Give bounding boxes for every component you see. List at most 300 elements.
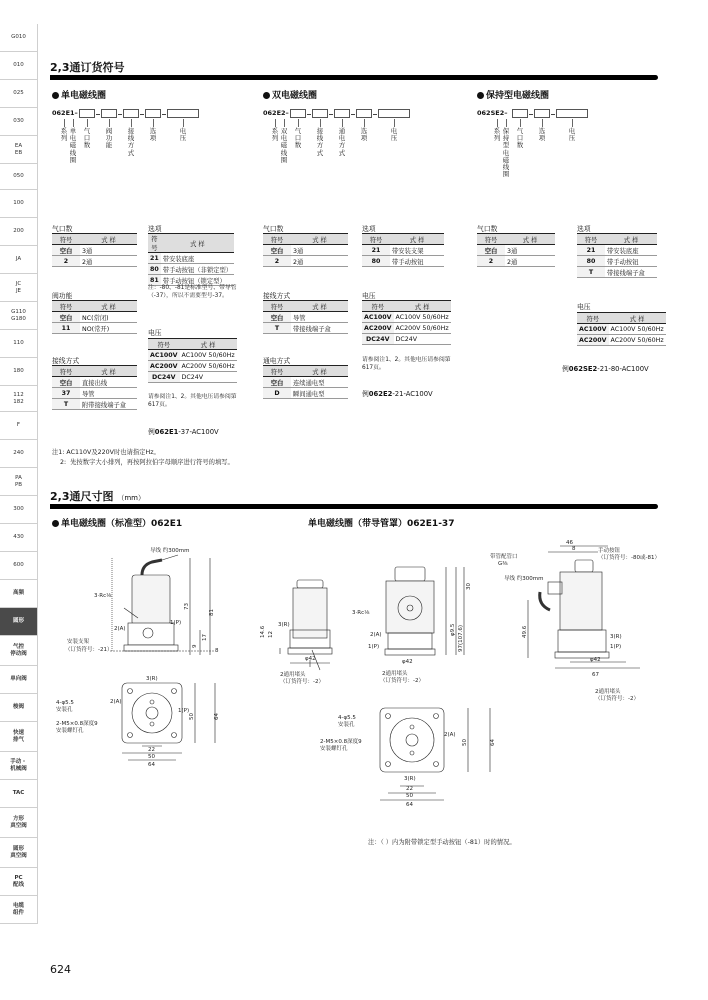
cell-spec: AC200V 50/60Hz: [395, 324, 449, 332]
svg-text:50: 50: [462, 739, 468, 746]
code-label: 接线方式: [127, 127, 135, 157]
cell-spec: 2通: [291, 256, 348, 267]
holding-voltage-table: [577, 312, 666, 346]
sidebar-tab-29[interactable]: 圆形 真空阀: [0, 838, 38, 868]
double-ports-table: [263, 233, 348, 267]
cell-spec: NO(常开): [80, 323, 137, 334]
code-label: 双电磁线圈: [280, 127, 288, 164]
code-tick: [320, 119, 321, 127]
holding-ports-table: [477, 233, 555, 267]
cell-code: 空白: [52, 312, 80, 323]
sidebar-index: [0, 24, 38, 924]
double-options-title: 选项: [362, 225, 376, 233]
svg-text:2通用堵头: 2通用堵头: [280, 672, 306, 678]
cell-spec: 带手动按钮（锁定型）: [161, 275, 234, 286]
table-row: [148, 372, 237, 383]
svg-text:（订货符号：-2）: （订货符号：-2）: [380, 678, 424, 684]
code-box: [356, 109, 372, 118]
code-tick: [131, 119, 132, 127]
cell-code: AC100V: [579, 325, 607, 333]
dim-standard-heading: 单电磁线圈（标准型）062E1: [52, 516, 182, 529]
code-label: 选项: [360, 127, 368, 143]
svg-text:1(P): 1(P): [368, 644, 380, 650]
bullet-icon: [477, 92, 484, 99]
header-spec: 式 样: [291, 234, 348, 245]
table-row: [52, 377, 137, 388]
table-row: [477, 256, 555, 267]
cell-spec: NC(常闭): [80, 312, 137, 323]
cell-spec: AC200V 50/60Hz: [610, 336, 664, 344]
table-row: [263, 245, 348, 256]
sidebar-tab-19[interactable]: 600: [0, 552, 38, 580]
svg-text:97(107.6): 97(107.6): [458, 624, 464, 652]
header-spec: 式 样: [180, 339, 237, 350]
svg-text:安装孔: 安装孔: [56, 707, 73, 713]
header-spec: 式 样: [80, 234, 137, 245]
double-ports-title: 气口数: [263, 225, 284, 233]
sidebar-tab-7[interactable]: 200: [0, 218, 38, 246]
header-code: 符号: [362, 301, 394, 312]
code-dash: [529, 114, 533, 115]
single-wiring-table: [52, 365, 137, 410]
bullet-icon: [263, 92, 270, 99]
svg-text:30: 30: [466, 583, 472, 590]
code-box: [101, 109, 117, 118]
code-dash: [118, 114, 122, 115]
table-row: [577, 335, 666, 346]
table-row: [362, 245, 444, 256]
code-tick: [298, 119, 299, 127]
conduit-37-base-view: [380, 708, 490, 800]
sidebar-tab-15[interactable]: 240: [0, 440, 38, 468]
svg-text:（订货符号：-2）: （订货符号：-2）: [280, 679, 324, 685]
code-box: [334, 109, 350, 118]
single-function-title: 阀功能: [52, 292, 73, 300]
header-spec: 式 样: [161, 234, 234, 253]
holding-ports-title: 气口数: [477, 225, 498, 233]
cell-code: 2: [263, 256, 291, 267]
svg-text:49.6: 49.6: [522, 625, 528, 638]
sidebar-tab-2[interactable]: 025: [0, 80, 38, 108]
cell-spec: 带安装底座: [605, 245, 657, 256]
svg-text:8: 8: [215, 648, 219, 654]
sidebar-tab-31[interactable]: 电缆 组件: [0, 896, 38, 924]
single-options-note: 注：-80、-81是标准型号、带导管（-37），所以不需要型号-37。: [148, 285, 237, 299]
code-label: 选项: [149, 127, 157, 143]
table-row: [577, 267, 657, 278]
double-voltage-title: 电压: [362, 292, 376, 300]
double-energizing-title: 通电方式: [263, 357, 291, 365]
svg-text:G⅜: G⅜: [498, 561, 508, 567]
sidebar-tab-21[interactable]: 圆形: [0, 608, 38, 636]
sidebar-tab-6[interactable]: 100: [0, 190, 38, 218]
sidebar-tab-22[interactable]: 气控 停动阀: [0, 636, 38, 666]
std-side-view: [110, 555, 214, 655]
cell-spec: 2通: [505, 256, 555, 267]
header-spec: 式 样: [394, 301, 451, 312]
table-row: [263, 388, 348, 399]
svg-text:17: 17: [202, 634, 208, 641]
table-row: [263, 256, 348, 267]
section-rule: [50, 75, 658, 80]
table-header: [263, 234, 348, 245]
header-code: 符号: [52, 234, 80, 245]
cell-code: T: [52, 399, 80, 410]
table-row: [148, 361, 237, 372]
holding-order-code: 062SE2–: [477, 109, 508, 117]
header-spec: 式 样: [390, 234, 444, 245]
svg-text:64: 64: [148, 762, 155, 768]
svg-text:46: 46: [566, 540, 573, 546]
svg-text:3·Rc⅛: 3·Rc⅛: [352, 610, 370, 616]
svg-text:9: 9: [192, 644, 198, 648]
svg-text:64: 64: [490, 739, 496, 746]
cell-code: 80: [150, 265, 159, 273]
cell-spec: 带接线端子盒: [605, 267, 657, 278]
code-box: [79, 109, 95, 118]
single-ports-title: 气口数: [52, 225, 73, 233]
svg-text:3(R): 3(R): [610, 634, 622, 640]
cell-code: 空白: [263, 245, 291, 256]
svg-text:安装孔: 安装孔: [338, 722, 355, 728]
double-energizing-table: [263, 365, 348, 399]
svg-text:4-φ5.5: 4-φ5.5: [338, 715, 356, 721]
sidebar-tab-26[interactable]: 手动・ 机械阀: [0, 752, 38, 780]
std-base-view: [122, 683, 215, 760]
order-note-2: 2: 先按数字大小排列，再按阿拉伯字母顺序进行符号的填写。: [52, 459, 234, 466]
header-code: 符号: [148, 339, 180, 350]
table-row: [148, 350, 237, 361]
svg-text:73: 73: [184, 603, 190, 610]
code-label: 气口数: [83, 127, 91, 150]
code-box: [556, 109, 588, 118]
sidebar-tab-9[interactable]: JC JE: [0, 274, 38, 302]
svg-text:50: 50: [406, 793, 413, 799]
code-tick: [542, 119, 543, 127]
header-spec: 式 样: [80, 366, 137, 377]
cell-spec: 3通: [80, 245, 137, 256]
holding-options-title: 选项: [577, 225, 591, 233]
svg-text:3·Rc⅛: 3·Rc⅛: [94, 593, 112, 599]
conduit-37-side-view: [528, 546, 640, 668]
cell-code: D: [263, 388, 291, 399]
header-code: 符号: [52, 366, 80, 377]
conduit-37-front-view: [385, 567, 464, 655]
cell-code: 21: [362, 245, 390, 256]
table-row: [263, 377, 348, 388]
code-dash: [162, 114, 166, 115]
table-header: [577, 234, 657, 245]
double-solenoid-heading: 双电磁线圈: [263, 88, 317, 101]
table-header: [52, 234, 137, 245]
table-row: [52, 399, 137, 410]
svg-text:1(P): 1(P): [178, 708, 190, 714]
cell-code: 2: [52, 256, 80, 267]
section-title-dimensions: 2,3通尺寸图 （mm）: [50, 490, 145, 503]
table-header: [52, 301, 137, 312]
cell-code: 21: [577, 245, 605, 256]
cell-code: AC100V: [364, 313, 392, 321]
table-row: [577, 245, 657, 256]
table-row: [148, 264, 234, 275]
cell-spec: AC100V 50/60Hz: [610, 325, 664, 333]
cell-code: AC200V: [150, 362, 178, 370]
cell-code: T: [263, 323, 291, 334]
single-solenoid-heading: 单电磁线圈: [52, 88, 106, 101]
header-spec: 式 样: [80, 301, 137, 312]
code-label: 气口数: [516, 127, 524, 150]
sidebar-tab-10[interactable]: G110 G180: [0, 302, 38, 330]
code-box: [167, 109, 199, 118]
table-header: [362, 234, 444, 245]
svg-text:φ9.5: φ9.5: [450, 623, 456, 636]
header-spec: 式 样: [291, 301, 348, 312]
svg-text:14.6: 14.6: [260, 625, 266, 638]
sidebar-tab-23[interactable]: 单向阀: [0, 666, 38, 694]
svg-text:2(A): 2(A): [370, 632, 382, 638]
code-box: [512, 109, 528, 118]
sidebar-tab-12[interactable]: 180: [0, 358, 38, 386]
table-row: [362, 334, 451, 345]
header-spec: 式 样: [605, 234, 657, 245]
code-dash: [329, 114, 333, 115]
table-row: [362, 256, 444, 267]
table-header: [52, 366, 137, 377]
cell-code: 80: [577, 256, 605, 267]
code-label: 单电磁线圈: [69, 127, 77, 164]
svg-text:1(P): 1(P): [610, 644, 622, 650]
cell-code: 21: [150, 254, 159, 262]
cell-spec: DC24V: [180, 372, 237, 383]
sidebar-tab-5[interactable]: 050: [0, 164, 38, 190]
table-row: [477, 245, 555, 256]
code-tick: [497, 119, 498, 127]
cell-code: 空白: [263, 377, 291, 388]
code-tick: [572, 119, 573, 127]
svg-text:φ42: φ42: [402, 659, 413, 665]
code-tick: [153, 119, 154, 127]
code-tick: [73, 119, 74, 127]
svg-text:安装螺钉孔: 安装螺钉孔: [320, 746, 348, 752]
cell-spec: 带手动按钮: [390, 256, 444, 267]
svg-text:2通用堵头: 2通用堵头: [382, 671, 408, 677]
table-row: [52, 312, 137, 323]
table-row: [52, 256, 137, 267]
table-row: [52, 323, 137, 334]
code-box: [312, 109, 328, 118]
code-label: 系列: [60, 127, 68, 143]
single-options-title: 选项: [148, 225, 162, 233]
svg-text:2-M5×0.8深度9: 2-M5×0.8深度9: [56, 721, 98, 727]
sidebar-tab-16[interactable]: PA PB: [0, 468, 38, 496]
code-box: [123, 109, 139, 118]
svg-text:2(A): 2(A): [444, 732, 456, 738]
sidebar-tab-28[interactable]: 方形 真空阀: [0, 808, 38, 838]
code-label: 电压: [390, 127, 398, 143]
sidebar-tab-24[interactable]: 梭阀: [0, 694, 38, 722]
cell-spec: 导管: [80, 388, 137, 399]
table-row: [52, 388, 137, 399]
header-code: 符号: [263, 301, 291, 312]
holding-options-table: [577, 233, 657, 278]
cell-spec: 瞬间通电型: [291, 388, 348, 399]
svg-text:带管配管口: 带管配管口: [490, 554, 518, 560]
section-title-order-code: 2,3通订货符号: [50, 61, 125, 74]
sidebar-tab-18[interactable]: 430: [0, 524, 38, 552]
cell-code: DC24V: [362, 334, 394, 345]
single-voltage-note: 请参阅注1、2。其他电压请参阅第617页。: [148, 394, 237, 408]
code-tick: [364, 119, 365, 127]
table-header: [477, 234, 555, 245]
svg-text:64: 64: [214, 713, 220, 720]
code-label: 保持型电磁线圈: [502, 127, 510, 179]
cell-code: AC100V: [150, 351, 178, 359]
svg-text:4-φ5.5: 4-φ5.5: [56, 700, 74, 706]
cell-code: 81: [150, 276, 159, 284]
header-code: 符号: [362, 234, 390, 245]
cell-spec: 连续通电型: [291, 377, 348, 388]
cell-code: 空白: [52, 377, 80, 388]
cell-spec: 3通: [505, 245, 555, 256]
cell-spec: 附带接线端子盒: [80, 399, 137, 410]
table-row: [577, 324, 666, 335]
svg-text:2通用堵头: 2通用堵头: [595, 689, 621, 695]
svg-text:φ42: φ42: [590, 657, 601, 663]
sidebar-tab-4[interactable]: EA EB: [0, 136, 38, 164]
svg-text:3(R): 3(R): [278, 622, 290, 628]
sidebar-tab-8[interactable]: JA: [0, 246, 38, 274]
single-ports-table: [52, 233, 137, 267]
sidebar-tab-14[interactable]: F: [0, 412, 38, 440]
code-box: [290, 109, 306, 118]
code-tick: [342, 119, 343, 127]
code-tick: [520, 119, 521, 127]
code-label: 接线方式: [316, 127, 324, 157]
holding-solenoid-heading: 保持型电磁线圈: [477, 88, 549, 101]
svg-text:50: 50: [189, 713, 195, 720]
double-example: 例062E2-21-AC100V: [362, 390, 433, 398]
bullet-icon: [52, 520, 59, 527]
code-label: 电压: [568, 127, 576, 143]
svg-text:φ42: φ42: [305, 656, 316, 662]
order-note-1: 注1: AC110V及220V时也请指定Hz。: [52, 449, 160, 456]
code-label: 选项: [538, 127, 546, 143]
dim-conduit-heading: 单电磁线圈（带导管罩）062E1-37: [308, 519, 455, 529]
cell-code: AC200V: [579, 336, 607, 344]
svg-text:67: 67: [592, 672, 599, 678]
double-voltage-note: 请参阅注1、2。其他电压请参阅第617页。: [362, 357, 451, 371]
cell-code: T: [577, 267, 605, 278]
header-spec: 式 样: [609, 313, 666, 324]
table-row: [577, 256, 657, 267]
svg-text:3(R): 3(R): [146, 676, 158, 682]
table-row: [148, 253, 234, 264]
code-dash: [373, 114, 377, 115]
header-spec: 式 样: [291, 366, 348, 377]
code-tick: [109, 119, 110, 127]
header-code: 符号: [577, 234, 605, 245]
svg-text:导线 约300mm: 导线 约300mm: [150, 548, 190, 554]
sidebar-tab-25[interactable]: 快速 排气: [0, 722, 38, 752]
single-options-table: [148, 233, 234, 286]
header-code: 符号: [577, 313, 609, 324]
table-header: [263, 301, 348, 312]
sidebar-tab-11[interactable]: 110: [0, 330, 38, 358]
table-row: [52, 245, 137, 256]
sidebar-tab-3[interactable]: 030: [0, 108, 38, 136]
svg-text:（订货符号：-80或-81）: （订货符号：-80或-81）: [598, 555, 660, 561]
sidebar-tab-13[interactable]: 112 182: [0, 386, 38, 412]
single-order-code: 062E1–: [52, 109, 78, 117]
svg-text:2(A): 2(A): [110, 699, 122, 705]
table-row: [362, 312, 451, 323]
cell-spec: 直接出线: [80, 377, 137, 388]
code-tick: [394, 119, 395, 127]
single-function-table: [52, 300, 137, 334]
single-wiring-title: 接线方式: [52, 357, 80, 365]
cell-code: 80: [362, 256, 390, 267]
cell-code: 空白: [263, 312, 291, 323]
single-example: 例062E1-37-AC100V: [148, 428, 219, 436]
holding-example: 例062SE2-21-80-AC100V: [562, 365, 649, 373]
cell-code: AC200V: [364, 324, 392, 332]
single-voltage-table: [148, 338, 237, 383]
sidebar-tab-30[interactable]: PC 配线: [0, 868, 38, 896]
code-dash: [96, 114, 100, 115]
double-wiring-table: [263, 300, 348, 334]
sidebar-tab-27[interactable]: TAC: [0, 780, 38, 808]
code-dash: [140, 114, 144, 115]
header-code: 符号: [477, 234, 505, 245]
cell-spec: AC100V 50/60Hz: [181, 351, 235, 359]
code-dash: [307, 114, 311, 115]
svg-text:2-M5×0.8深度9: 2-M5×0.8深度9: [320, 739, 362, 745]
code-tick: [87, 119, 88, 127]
svg-text:81: 81: [209, 609, 215, 616]
cell-spec: 带接线端子盒: [291, 323, 348, 334]
cell-code: 11: [52, 323, 80, 334]
sidebar-tab-0[interactable]: G010: [0, 24, 38, 52]
svg-text:22: 22: [148, 747, 155, 753]
cell-code: 2: [477, 256, 505, 267]
sidebar-tab-20[interactable]: 高频: [0, 580, 38, 608]
code-tick: [183, 119, 184, 127]
header-code: 符号: [52, 301, 80, 312]
svg-text:导线 约300mm: 导线 约300mm: [504, 576, 544, 582]
code-label: 系列: [271, 127, 279, 143]
svg-text:安装螺钉孔: 安装螺钉孔: [56, 728, 84, 734]
code-tick: [64, 119, 65, 127]
table-row: [362, 323, 451, 334]
double-order-code: 062E2–: [263, 109, 289, 117]
cell-spec: 2通: [80, 256, 137, 267]
cell-code: 37: [52, 388, 80, 399]
code-tick: [284, 119, 285, 127]
svg-text:50: 50: [148, 754, 155, 760]
sidebar-tab-1[interactable]: 010: [0, 52, 38, 80]
double-wiring-title: 接线方式: [263, 292, 291, 300]
sidebar-tab-17[interactable]: 300: [0, 496, 38, 524]
single-voltage-title: 电压: [148, 329, 162, 337]
code-label: 系列: [493, 127, 501, 143]
svg-text:3(R): 3(R): [404, 776, 416, 782]
code-tick: [275, 119, 276, 127]
holding-voltage-title: 电压: [577, 303, 591, 311]
svg-text:（订货符号：-2）: （订货符号：-2）: [595, 696, 639, 702]
header-spec: 式 样: [505, 234, 555, 245]
code-dash: [551, 114, 555, 115]
table-row: [263, 323, 348, 334]
